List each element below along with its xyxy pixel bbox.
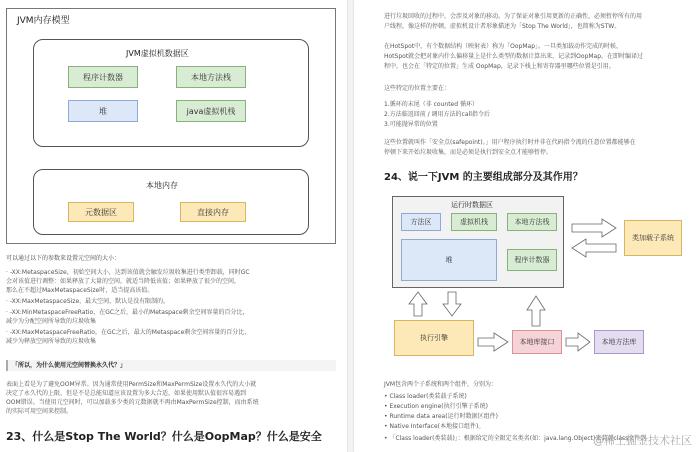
body-line: 在HotSpot中，有个数据结构（映射表）称为「OopMap」。一旦类加载动作完成的时候， <box>384 43 623 50</box>
list-line: 2.方法临返回前 / 调用方法的call指令后 <box>384 111 490 118</box>
param-line: · -XX:MaxMetaspaceFreeRatio，在GC之后，最大的Metaspace剩余空间容量的百分比， <box>6 329 251 336</box>
vm-stack-box: 虚拟机栈 <box>451 213 497 231</box>
diagram-arrows <box>384 188 694 368</box>
param-line: · -XX:MinMetaspaceFreeRatio，在GC之后，最小的Metaspace剩余空间容量的百分比， <box>6 309 249 316</box>
section-heading-23: 23、什么是Stop The World？什么是OopMap？什么是安全 <box>6 430 322 443</box>
param-line: 那么在不超过MaxMetaspaceSize时，适当提高该值。 <box>6 287 154 294</box>
body-line: 这些特定的位置主要在： <box>384 85 451 92</box>
arrow-interface-to-lib <box>566 333 590 351</box>
left-page <box>0 0 347 452</box>
jvm-memory-model-diagram <box>6 8 336 244</box>
diagram-title: JVM内存模型 <box>17 16 70 26</box>
jvm-data-area-title: JVM虚拟机数据区 <box>126 49 189 58</box>
component-item: • Execution engine(执行引擎子系统) <box>384 403 488 410</box>
param-line: · -XX:MaxMetaspaceSize，最大空间，默认是没有限制的。 <box>6 298 170 305</box>
body-line: 停顿下来开始垃圾收集，而是必须是执行到安全点才能够暂停。 <box>384 149 553 156</box>
component-item: • 「Class loader(类装载)」：根据给定的全限定名类名(如：java.lang.Object)来装载class文件到 <box>384 435 647 442</box>
native-method-stack-box-right: 本地方法栈 <box>507 213 557 231</box>
native-memory-area <box>33 169 309 235</box>
runtime-data-area-title: 运行时数据区 <box>451 201 493 209</box>
heap-box: 堆 <box>68 100 138 122</box>
program-counter-box-right: 程序计数器 <box>507 249 557 271</box>
arrow-up-interface <box>527 296 545 326</box>
param-line: 减少为分配空间所导致的垃圾收集 <box>6 318 97 325</box>
method-area-box: 方法区 <box>401 213 441 231</box>
jvm-components-diagram <box>384 188 694 368</box>
body-line: 程中，也会在「特定的位置」生成 OopMap，记录下栈上和寄存器里哪些位置是引用。 <box>384 63 615 70</box>
execution-engine-box: 执行引擎 <box>394 320 474 356</box>
watermark: @稀土掘金技术社区 <box>593 434 692 447</box>
component-text: Native Interface(本地接口组件)。 <box>389 423 485 430</box>
body-line: 户线程，像这样的停顿，虚拟机设计者形象描述为「Stop The World」，也简称为STW。 <box>384 23 621 30</box>
body-line: 这些位置就叫作「安全点(safepoint)。」用户程序执行时并非在代码指令流的任意位置都能够在 <box>384 139 636 146</box>
list-line: 1.循环的末尾（非 counted 循环） <box>384 101 478 108</box>
component-item: • Class loader(类装载子系统) <box>384 393 467 400</box>
jvm-data-area <box>33 39 309 147</box>
param-line: · -XX:MetaspaceSize，初始空间大小，达到该值就会触发垃圾收集进行类型卸载，同时GC <box>6 269 250 276</box>
components-intro: JVM包含两个子系统和两个组件，分别为： <box>384 381 498 388</box>
quote-block: 「所以，为什么使用元空间替换永久代？」 <box>6 360 336 371</box>
native-method-stack-box: 本地方法栈 <box>176 66 246 88</box>
params-intro: 可以通过以下的参数来设置元空间的大小： <box>6 255 121 262</box>
param-line: 会对该值进行调整：如果释放了大量的空间，就适当降低该值；如果释放了很少的空间， <box>6 278 241 285</box>
right-page <box>354 0 700 452</box>
component-item: • Native Interface(本地接口组件)。 <box>384 423 485 430</box>
list-line: 3.可能抛异常的位置 <box>384 121 438 128</box>
java-vm-stack-box: java虚拟机栈 <box>176 100 246 122</box>
para-line: 决定了永久代的上限，但是不是总能知道应该设置为多大合适，如果使用默认值很容易遇到 <box>6 390 247 397</box>
arrow-exec-to-interface <box>478 333 508 351</box>
arrow-loader-to-runtime <box>572 239 616 257</box>
para-line: 表面上看是为了避免OOM异常。因为通常使用PermSize和MaxPermSize设置永久代的大小就 <box>6 381 257 388</box>
native-interface-box: 本地库接口 <box>512 330 562 354</box>
para-line: 的实际可用空间来控制。 <box>6 408 73 415</box>
arrow-runtime-to-loader <box>572 219 616 237</box>
section-heading-24: 24、说一下JVM 的主要组成部分及其作用？ <box>384 172 583 183</box>
arrow-up-exec <box>409 292 427 316</box>
direct-memory-box: 直接内存 <box>180 202 246 222</box>
component-text: Execution engine(执行引擎子系统) <box>389 403 488 410</box>
para-line: OOM错误。当使用元空间时，可以加载多少类的元数据就不再由MaxPermSize控制，而由系统 <box>6 399 259 406</box>
component-item: • Runtime data area(运行时数据区组件) <box>384 413 498 420</box>
arrow-down-exec <box>443 292 461 316</box>
heap-box-right: 堆 <box>401 239 497 281</box>
param-line: 减少为释放空间所导致的垃圾收集 <box>6 338 97 345</box>
metaspace-box: 元数据区 <box>68 202 134 222</box>
native-memory-title: 本地内存 <box>146 181 178 190</box>
native-method-lib-box: 本地方法库 <box>594 330 644 354</box>
class-loader-box: 类加载子系统 <box>624 220 682 256</box>
component-text: Class loader(类装载子系统) <box>389 393 467 400</box>
body-line: 进行垃圾回收的过程中，会涉及对象的移动。为了保证对象引用更新的正确性，必须暂停所有的用 <box>384 13 643 20</box>
body-line: HotSpot就会把对象内什么偏移量上是什么类型的数据计算出来，记录到OopMap。在即时编译过 <box>384 53 644 60</box>
component-text: 「Class loader(类装载)」：根据给定的全限定名类名(如：java.lang.Object)来装载class文件到 <box>389 435 647 442</box>
component-text: Runtime data area(运行时数据区组件) <box>389 413 498 420</box>
program-counter-box: 程序计数器 <box>68 66 138 88</box>
